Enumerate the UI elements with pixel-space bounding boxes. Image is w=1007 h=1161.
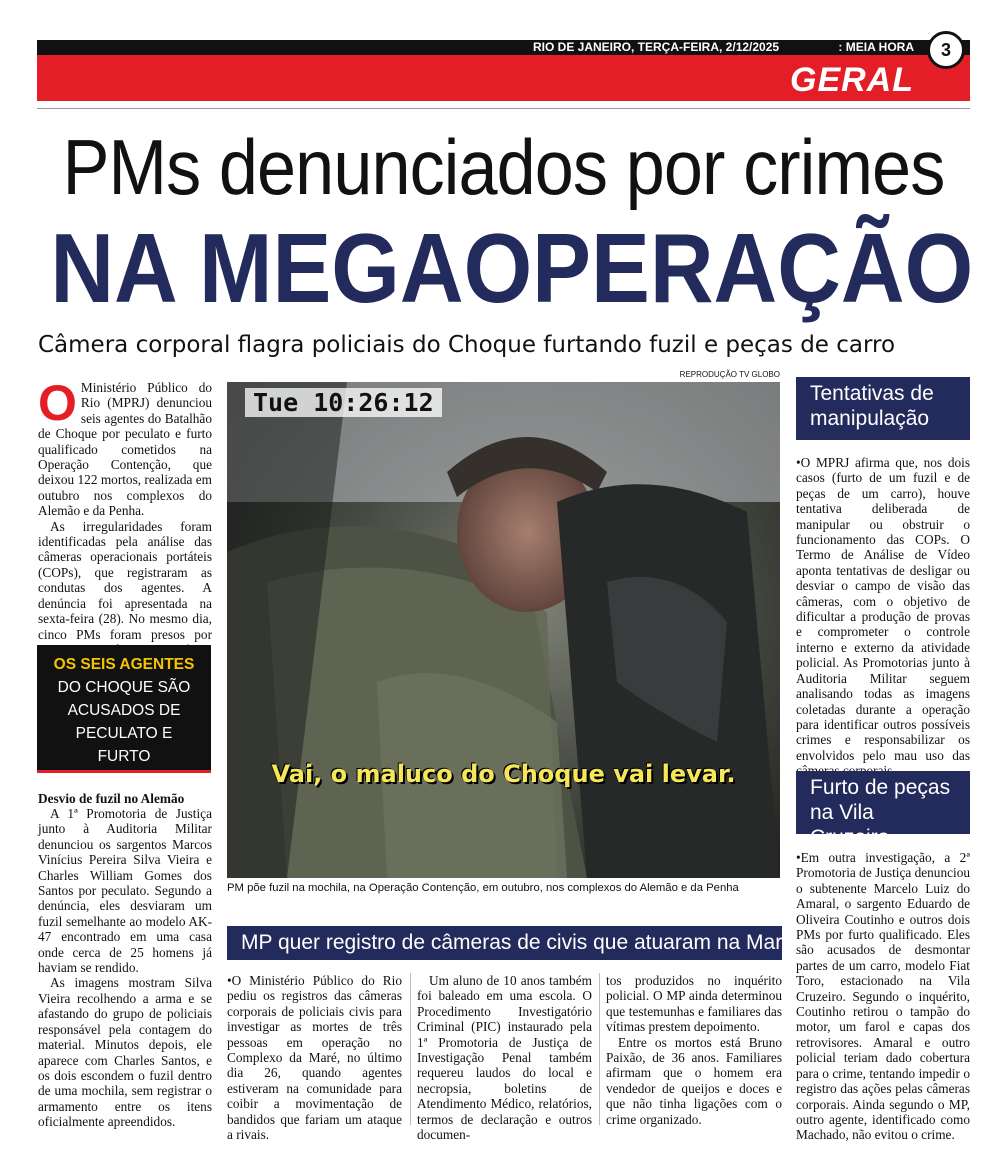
sidebar-title-manipulation: Tentativas de manipulação bbox=[796, 377, 970, 440]
bottom-col-2 bbox=[417, 973, 592, 1142]
bodycam-image bbox=[227, 382, 780, 878]
bodycam-photo bbox=[227, 382, 780, 878]
left-column-bottom bbox=[38, 791, 212, 1130]
paragraph: A 1ª Promotoria de Justiça junto à Auditoria Militar denunciou os sargentos Marcos Vinícius Pereira Silva Vieira e Charles William Gomes dos Santos por peculato. Segundo a denúncia, eles desviaram um fuzil semelhante ao modelo AK-47 encontrado em uma casa onde cerca de 25 homens já haviam se rendido. bbox=[38, 806, 212, 976]
paragraph: As irregularidades foram identificadas pela análise das câmeras operacionais portáteis (COPs), que registraram as condutas dos agentes. A denúncia foi apresentada na sexta-feira (28). No mesmo dia, cinco PMs foram presos por bbox=[38, 518, 212, 642]
sidebar-body-theft bbox=[796, 850, 970, 1143]
paper-name: MEIA HORA bbox=[845, 40, 914, 54]
video-subtitle: Vai, o maluco do Choque vai levar. bbox=[271, 760, 736, 788]
sidebar-title-theft: Furto de peças na Vila Cruzeiro bbox=[796, 771, 970, 834]
dateline: RIO DE JANEIRO, TERÇA-FEIRA, 2/12/2025 bbox=[533, 40, 780, 54]
subhead: Desvio de fuzil no Alemão bbox=[38, 791, 185, 806]
bottom-col-1 bbox=[227, 973, 402, 1142]
paragraph: As imagens mostram Silva Vieira recolhendo a arma e se afastando do grupo de policiais responsável pela contagem do material. Minutos depois, ele aparece com Charles Santos, e os dois escondem o fuzil dentro de uma mochila, sem registrar o armamento entre os itens oficialmente apreendidos. bbox=[38, 975, 212, 1130]
photo-credit: REPRODUÇÃO TV GLOBO bbox=[679, 370, 780, 379]
divider bbox=[37, 108, 970, 109]
header-separator: : bbox=[838, 40, 843, 54]
timestamp-overlay: Tue 10:26:12 bbox=[245, 388, 442, 417]
pull-quote-text: DO CHOQUE SÃO ACUSADOS DE PECULATO E FURTO QUALIFICADO bbox=[57, 679, 191, 788]
bottom-story-title: MP quer registro de câmeras de civis que atuaram na Maré bbox=[227, 926, 782, 960]
headline-line2: NA MEGAOPERAÇÃO bbox=[50, 213, 974, 323]
bottom-col-3 bbox=[606, 973, 782, 1127]
column-divider bbox=[410, 973, 411, 1125]
photo-caption: PM põe fuzil na mochila, na Operação Contenção, em outubro, nos complexos do Alemão e da Penha bbox=[227, 882, 739, 894]
subtitle: Câmera corporal flagra policiais do Choque furtando fuzil e peças de carro bbox=[38, 332, 896, 358]
pull-quote-highlight: OS SEIS AGENTES bbox=[53, 656, 195, 673]
section-title: GERAL bbox=[790, 61, 914, 99]
paragraph: •O MPRJ afirma que, nos dois casos (furto de um fuzil e de peças de um carro), houve tentativa deliberada de manipular ou obstruir o funcionamento das COPs. O Termo de Análise de Vídeo aponta tentativas de desligar ou desviar o campo de visão das câmeras, com o objetivo de dificultar a produção de provas e comprometer o controle interno e externo da atividade policial. As Promotorias junto à Auditoria Militar seguem analisando todas as imagens coletadas durante a operação para identificar outros possíveis crimes e responsabilizar os envolvidos pelo mau uso das bbox=[796, 455, 970, 763]
paragraph: Um aluno de 10 anos também foi baleado em uma escola. O Procedimento Investigatório Criminal (PIC) instaurado pela 1ª Promotoria de Justiça de Investigação Penal também requereu laudos do local e necropsia, boletins de Atendimento Médico, relatórios, termos de declaração e outros documen- bbox=[417, 973, 592, 1143]
paragraph: Entre os mortos está Bruno Paixão, de 36 anos. Familiares afirmam que o homem era vendedor de queijos e doces e que não tinha ligações com o crime organizado. bbox=[606, 1034, 782, 1127]
headline-line1: PMs denunciados por crimes bbox=[62, 123, 945, 211]
paragraph: Ministério Público do Rio (MPRJ) denunciou seis agentes do Batalhão de Choque por peculato e furto qualificado cometidos na Operação Contenção, que deixou 122 mortos, realizada em outubro nos complexos do Alemão e da Penha. bbox=[38, 380, 212, 519]
sidebar-body-manipulation bbox=[796, 455, 970, 779]
paragraph: •Em outra investigação, a 2ª Promotoria de Justiça denunciou o subtenente Marcelo Luiz do Amaral, o sargento Eduardo de Oliveira Coutinho e outros dois PMs por furto qualificado. Eles são acusados de desmontar partes de um carro, modelo Fiat Toro, estacionado na Vila Cruzeiro. Segundo o inquérito, Coutinho retirou o tampão do motor, um farol e capas dos retrovisores. Amaral e outro policial teriam dado cobertura para o crime, tentando impedir o registro das ações pelas câmeras corporais. Ainda segundo o MP, outro agente, identificado como Machado, não evitou o crime. bbox=[796, 850, 970, 1143]
paragraph: •O Ministério Público do Rio pediu os registros das câmeras corporais de policiais civis para investigar as mortes de três pessoas em operação no Complexo da Maré, no último dia 26, quando agentes estiveram na comunidade para coibir a movimentação de bandidos que fariam um ataque a rivais. bbox=[227, 973, 402, 1143]
page-number: 3 bbox=[927, 31, 965, 69]
section-bar bbox=[37, 55, 970, 101]
header-bar bbox=[37, 40, 970, 55]
column-divider bbox=[599, 973, 600, 1125]
pull-quote bbox=[37, 645, 211, 788]
paragraph: tos produzidos no inquérito policial. O MP ainda determinou que testemunhas e familiares das vítimas prestem depoimento. bbox=[606, 973, 782, 1035]
left-column-top bbox=[38, 375, 212, 657]
drop-cap: O bbox=[38, 375, 77, 431]
